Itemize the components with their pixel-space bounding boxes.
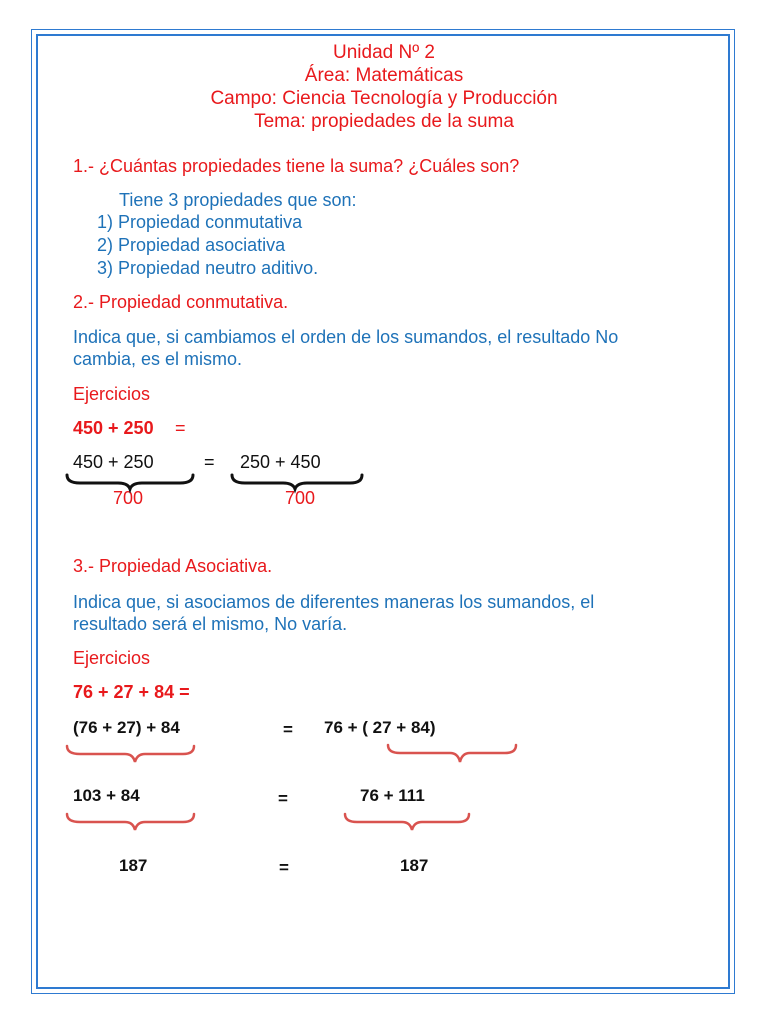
associative-row1-right: 76 + ( 27 + 84) [324,718,436,737]
area-title: Área: Matemáticas [304,65,464,86]
property-item-2: 2) Propiedad asociativa [97,235,286,255]
commutative-left-result: 700 [113,488,144,508]
commutative-equals: = [204,452,215,472]
answer-intro: Tiene 3 propiedades que son: [119,190,357,210]
associative-row1-left: (76 + 27) + 84 [73,718,180,737]
property-item-1: 1) Propiedad conmutativa [97,212,303,232]
brace-black-left [67,475,193,489]
section-3-title: 3.- Propiedad Asociativa. [73,556,273,576]
section-2-exercises-label: Ejercicios [73,384,151,404]
brace-red-row2-right [345,814,469,830]
section-2-desc-line2: cambia, es el mismo. [73,349,243,369]
associative-row3-left: 187 [119,856,148,875]
question-1: 1.- ¿Cuántas propiedades tiene la suma? ¿Cuáles son? [73,156,520,176]
section-2-title: 2.- Propiedad conmutativa. [73,292,289,312]
brace-red-row2-left [67,814,194,830]
associative-row3-equals: = [279,858,289,877]
section-3-desc-line2: resultado será el mismo, No varía. [73,614,348,634]
associative-row2-left: 103 + 84 [73,786,140,805]
unit-title: Unidad Nº 2 [333,42,435,63]
brace-black-right [232,475,362,489]
section-3-exercises-label: Ejercicios [73,648,151,668]
brace-red-row1-left [67,746,194,762]
section-2-problem-equals: = [175,418,186,438]
commutative-right-expr: 250 + 450 [240,452,321,472]
property-item-3: 3) Propiedad neutro aditivo. [97,258,319,278]
section-2-problem: 450 + 250 [73,418,154,438]
associative-row2-equals: = [278,789,288,808]
section-3-problem: 76 + 27 + 84 = [73,682,190,702]
section-2-desc-line1: Indica que, si cambiamos el orden de los sumandos, el resultado No [73,327,619,347]
topic-title: Tema: propiedades de la suma [254,111,514,132]
associative-row3-right: 187 [400,856,429,875]
commutative-left-expr: 450 + 250 [73,452,154,472]
commutative-right-result: 700 [285,488,316,508]
field-title: Campo: Ciencia Tecnología y Producción [210,88,558,109]
brace-red-row1-right [388,745,516,762]
associative-row2-right: 76 + 111 [360,786,425,805]
section-3-desc-line1: Indica que, si asociamos de diferentes maneras los sumandos, el [73,592,595,612]
associative-row1-equals: = [283,720,293,739]
